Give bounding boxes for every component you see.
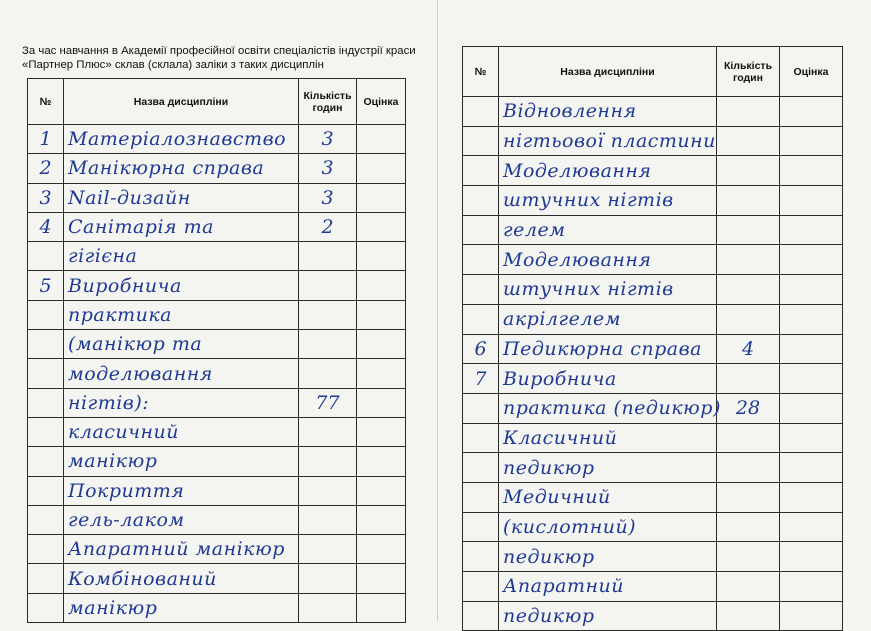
col-header-hours: Кількість годин (717, 47, 780, 97)
discipline-name: Медичний (499, 482, 717, 512)
grade-value (357, 417, 406, 446)
row-number (28, 300, 64, 329)
discipline-name: штучних нігтів (499, 186, 717, 216)
grade-value (780, 156, 843, 186)
row-number (463, 482, 499, 512)
discipline-name: манікюр (64, 447, 299, 476)
table-row (463, 482, 843, 512)
left-page (0, 0, 436, 621)
discipline-name: педикюр (499, 601, 717, 631)
row-number (463, 423, 499, 453)
discipline-name: Моделювання (499, 245, 717, 275)
row-number (28, 505, 64, 534)
grade-value (357, 564, 406, 593)
discipline-name: Манікюрна справа (64, 154, 299, 183)
hours-value (299, 505, 357, 534)
row-number (463, 126, 499, 156)
row-number (28, 359, 64, 388)
table-row (28, 300, 406, 329)
table-row (28, 505, 406, 534)
grade-value (780, 453, 843, 483)
grade-value (357, 271, 406, 300)
discipline-name: Покриття (64, 476, 299, 505)
hours-value (299, 359, 357, 388)
table-row (28, 183, 406, 212)
row-number: 4 (28, 212, 64, 241)
table-header-row (28, 79, 406, 125)
row-number: 2 (28, 154, 64, 183)
hours-value (299, 330, 357, 359)
table-row (463, 97, 843, 127)
table-row (28, 271, 406, 300)
grade-value (357, 388, 406, 417)
grade-value (780, 275, 843, 305)
table-row (463, 275, 843, 305)
hours-value (717, 512, 780, 542)
discipline-name: педикюр (499, 453, 717, 483)
table-row (28, 564, 406, 593)
table-row (463, 126, 843, 156)
discipline-name: Виробнича (499, 364, 717, 394)
row-number (28, 564, 64, 593)
table-header-row (463, 47, 843, 97)
col-header-grade: Оцінка (357, 79, 406, 125)
table-row (463, 186, 843, 216)
row-number (463, 601, 499, 631)
discipline-name: Матеріалознавство (64, 125, 299, 154)
hours-value: 4 (717, 334, 780, 364)
col-header-name: Назва дисципліни (64, 79, 299, 125)
table-row (28, 330, 406, 359)
grade-value (357, 447, 406, 476)
table-row (28, 154, 406, 183)
row-number (28, 417, 64, 446)
row-number (463, 393, 499, 423)
grade-value (780, 364, 843, 394)
discipline-name: моделювання (64, 359, 299, 388)
table-row (463, 215, 843, 245)
discipline-name: акрілгелем (499, 304, 717, 334)
grade-value (780, 245, 843, 275)
discipline-name: (манікюр та (64, 330, 299, 359)
table-row (28, 212, 406, 241)
discipline-name: нігтів): (64, 388, 299, 417)
hours-value (717, 215, 780, 245)
grade-value (780, 126, 843, 156)
grade-value (780, 423, 843, 453)
table-row (28, 359, 406, 388)
grade-value (357, 330, 406, 359)
discipline-name: Nail-дизайн (64, 183, 299, 212)
discipline-name: нігтьової пластини (499, 126, 717, 156)
row-number: 7 (463, 364, 499, 394)
table-row (28, 417, 406, 446)
hours-value (299, 242, 357, 271)
row-number (463, 542, 499, 572)
table-row (463, 334, 843, 364)
table-row (463, 601, 843, 631)
hours-value (717, 126, 780, 156)
discipline-name: Комбінований (64, 564, 299, 593)
hours-value: 28 (717, 393, 780, 423)
grade-value (780, 601, 843, 631)
hours-value (299, 300, 357, 329)
discipline-name: практика (педикюр) (499, 393, 717, 423)
discipline-name: Відновлення (499, 97, 717, 127)
row-number: 6 (463, 334, 499, 364)
grade-value (780, 393, 843, 423)
col-header-grade: Оцінка (780, 47, 843, 97)
table-row (463, 512, 843, 542)
col-header-num: № (28, 79, 64, 125)
table-row (28, 593, 406, 622)
table-row (28, 388, 406, 417)
hours-value (299, 593, 357, 622)
grade-value (780, 512, 843, 542)
table-row (463, 453, 843, 483)
grade-value (357, 125, 406, 154)
row-number (28, 388, 64, 417)
table-row (463, 304, 843, 334)
grade-value (780, 304, 843, 334)
table-row (463, 393, 843, 423)
row-number (463, 215, 499, 245)
row-number (463, 97, 499, 127)
table-row (463, 245, 843, 275)
row-number (463, 245, 499, 275)
row-number (463, 186, 499, 216)
row-number (463, 572, 499, 602)
grade-value (357, 535, 406, 564)
hours-value (299, 476, 357, 505)
hours-value: 3 (299, 183, 357, 212)
disciplines-table-right (462, 46, 843, 631)
discipline-name: практика (64, 300, 299, 329)
hours-value (299, 564, 357, 593)
grade-value (780, 482, 843, 512)
row-number (463, 304, 499, 334)
right-page (438, 0, 871, 628)
discipline-name: Педикюрна справа (499, 334, 717, 364)
grade-value (357, 300, 406, 329)
hours-value (299, 417, 357, 446)
grade-value (357, 154, 406, 183)
hours-value (717, 364, 780, 394)
grade-value (780, 186, 843, 216)
table-row (463, 542, 843, 572)
discipline-name: (кислотний) (499, 512, 717, 542)
hours-value (717, 97, 780, 127)
grade-value (357, 242, 406, 271)
discipline-name: Класичний (499, 423, 717, 453)
row-number: 5 (28, 271, 64, 300)
discipline-name: класичний (64, 417, 299, 446)
intro-text: За час навчання в Академії професійної освіти спеціалістів індустрії краси «Партнер Плюс» склав (склала) заліки з таких дисциплін (22, 45, 416, 71)
row-number (463, 453, 499, 483)
col-header-name: Назва дисципліни (499, 47, 717, 97)
table-row (28, 535, 406, 564)
discipline-name: Моделювання (499, 156, 717, 186)
discipline-name: педикюр (499, 542, 717, 572)
row-number (28, 447, 64, 476)
row-number (463, 512, 499, 542)
hours-value (717, 482, 780, 512)
discipline-name: гігієна (64, 242, 299, 271)
row-number: 3 (28, 183, 64, 212)
grade-value (780, 334, 843, 364)
hours-value (717, 186, 780, 216)
hours-value (717, 245, 780, 275)
discipline-name: гелем (499, 215, 717, 245)
grade-value (357, 212, 406, 241)
table-row (28, 476, 406, 505)
grade-value (780, 572, 843, 602)
grade-value (780, 97, 843, 127)
row-number (28, 242, 64, 271)
discipline-name: штучних нігтів (499, 275, 717, 305)
grade-value (357, 476, 406, 505)
hours-value (717, 156, 780, 186)
disciplines-table-left (27, 78, 406, 623)
hours-value (717, 423, 780, 453)
table-row (463, 423, 843, 453)
hours-value (299, 535, 357, 564)
discipline-name: Виробнича (64, 271, 299, 300)
row-number: 1 (28, 125, 64, 154)
discipline-name: гель-лаком (64, 505, 299, 534)
grade-value (357, 359, 406, 388)
grade-value (780, 542, 843, 572)
discipline-name: Санітарія та (64, 212, 299, 241)
hours-value (717, 304, 780, 334)
hours-value (717, 601, 780, 631)
hours-value (299, 271, 357, 300)
row-number (463, 156, 499, 186)
col-header-num: № (463, 47, 499, 97)
grade-value (780, 215, 843, 245)
discipline-name: манікюр (64, 593, 299, 622)
hours-value: 77 (299, 388, 357, 417)
hours-value: 3 (299, 125, 357, 154)
table-row (463, 156, 843, 186)
col-header-hours: Кількість годин (299, 79, 357, 125)
hours-value (717, 453, 780, 483)
hours-value: 3 (299, 154, 357, 183)
table-row (463, 572, 843, 602)
discipline-name: Апаратний (499, 572, 717, 602)
discipline-name: Апаратний манікюр (64, 535, 299, 564)
hours-value: 2 (299, 212, 357, 241)
hours-value (717, 275, 780, 305)
grade-value (357, 183, 406, 212)
table-row (28, 125, 406, 154)
grade-value (357, 505, 406, 534)
row-number (28, 476, 64, 505)
table-row (463, 364, 843, 394)
row-number (28, 330, 64, 359)
grade-value (357, 593, 406, 622)
hours-value (299, 447, 357, 476)
row-number (28, 593, 64, 622)
hours-value (717, 542, 780, 572)
hours-value (717, 572, 780, 602)
row-number (463, 275, 499, 305)
row-number (28, 535, 64, 564)
table-row (28, 242, 406, 271)
table-row (28, 447, 406, 476)
